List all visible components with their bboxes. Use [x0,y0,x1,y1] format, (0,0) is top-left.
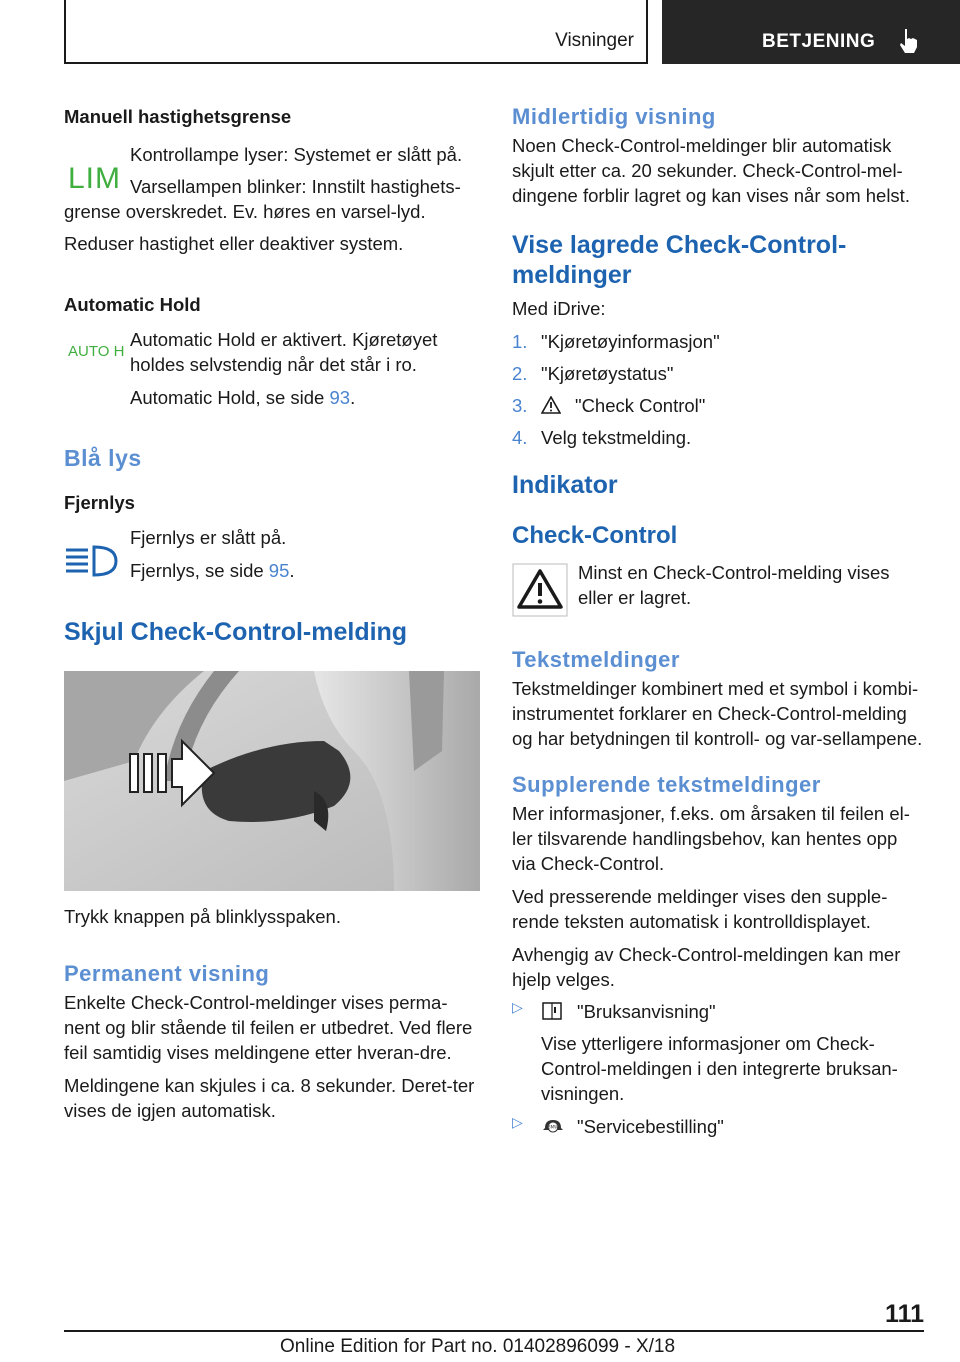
lim-text-1: Kontrollampe lyser: Systemet er slått på. [130,144,463,165]
servicebestilling-label[interactable]: "Servicebestilling" [577,1116,724,1137]
bruksanvisning-label[interactable]: "Bruksanvisning" [577,1001,716,1022]
bullet-servicebestilling [512,1114,924,1139]
list-item: 1. "Kjøretøyinformasjon" [512,331,720,352]
lim-icon: LIM [68,162,122,195]
page-number: 111 [885,1300,924,1328]
page-link-95[interactable]: 95 [268,560,290,581]
footer-rule [64,1330,924,1332]
bruksanvisning-desc: Vise ytterligere informasjoner om Check-Control-meldingen i den integrerte bruksan-visningen. [541,1033,898,1104]
autohold-block [64,327,480,410]
check-control-text: Minst en Check-Control-melding vises eller er lagret. [578,562,890,608]
supplerende-text-1: Mer informasjoner, f.eks. om årsaken til feilen el-ler tilsvarende handlingsbehov, kan hentes opp via Check-Control. [512,803,910,874]
heading-midlertidig: Midlertidig visning [512,104,716,129]
bullet-bruksanvisning [512,999,924,1106]
heading-fjernlys: Fjernlys [64,492,135,513]
heading-manuell: Manuell hastighetsgrense [64,106,292,127]
high-beam-icon [64,541,118,581]
hand-pointer-icon [896,27,920,55]
lim-text-2: Varsellampen blinker: Innstilt hastighets-grense overskredet. Ev. høres en varsel-lyd. [64,176,461,222]
footer-edition: Online Edition for Part no. 01402896099 - X/18 [280,1336,676,1357]
list-item: 4. Velg tekstmelding. [512,427,692,448]
autohold-text-2: Automatic Hold, se side 93. [130,387,356,408]
fjernlys-block [64,525,480,583]
heading-supplerende: Supplerende tekstmeldinger [512,772,821,797]
chapter-title: BETJENING [762,31,876,52]
heading-blue-lights: Blå lys [64,445,142,471]
supplerende-text-3: Avhengig av Check-Control-meldingen kan mer hjelp velges. [512,944,901,990]
steps-list [512,329,924,450]
lim-text-3: Reduser hastighet eller deaktiver system. [64,233,404,254]
turn-signal-lever-photo [64,671,480,891]
heading-vise-lagrede: Vise lagrede Check-Control-meldinger [512,231,847,289]
lim-block [64,142,480,195]
bmw-service-icon [541,1115,565,1137]
right-column [512,100,924,1139]
heading-skjul: Skjul Check-Control-melding [64,618,408,646]
bullet-marker: ▷ [512,999,523,1015]
owners-manual-icon [541,1001,563,1021]
heading-indikator: Indikator [512,471,618,499]
idrive-intro: Med iDrive: [512,298,606,319]
check-control-block [512,560,924,610]
list-item: 3. "Check Control" [512,395,706,416]
photo-caption: Trykk knappen på blinklysspaken. [64,906,341,927]
bullet-marker: ▷ [512,1114,523,1130]
permanent-text-2: Meldingene kan skjules i ca. 8 sekunder. Deret-ter vises de igjen automatisk. [64,1075,475,1121]
page-link-93[interactable]: 93 [329,387,351,408]
auto-hold-icon: AUTO H [68,343,125,360]
header-tab [64,0,648,64]
heading-permanent: Permanent visning [64,961,270,986]
supplerende-text-2: Ved presserende meldinger vises den supple-rende teksten automatisk i kontrolldisplayet. [512,886,888,932]
section-title: Visninger [555,30,634,51]
permanent-text-1: Enkelte Check-Control-meldinger vises perma-nent og blir stående til feilen er utbedret. Ved flere feil samtidig vises meldingene etter hveran-dre. [64,992,473,1063]
heading-check-control: Check-Control [512,522,678,549]
fjernlys-text-2: Fjernlys, se side 95. [130,560,295,581]
heading-tekstmeldinger: Tekstmeldinger [512,647,680,672]
left-column [64,100,480,1123]
tekstmeldinger-text: Tekstmeldinger kombinert med et symbol i kombi-instrumentet forklarer en Check-Control-melding og har betydningen til kontroll- og var-sellampene. [512,678,923,749]
warning-triangle-icon [541,396,561,414]
midlertidig-text: Noen Check-Control-meldinger blir automatisk skjult etter ca. 20 sekunder. Check-Control-mel-dingene forblir lagret og kan vises når som helst. [512,135,910,206]
chapter-banner [662,0,960,64]
heading-autohold: Automatic Hold [64,294,201,315]
fjernlys-text-1: Fjernlys er slått på. [130,527,287,548]
svg-text:BMW: BMW [547,1124,559,1130]
autohold-text-1: Automatic Hold er aktivert. Kjøretøyet holdes selvstendig når det står i ro. [130,329,438,375]
list-item: 2. "Kjøretøystatus" [512,363,674,384]
check-control-warning-icon [512,563,568,617]
